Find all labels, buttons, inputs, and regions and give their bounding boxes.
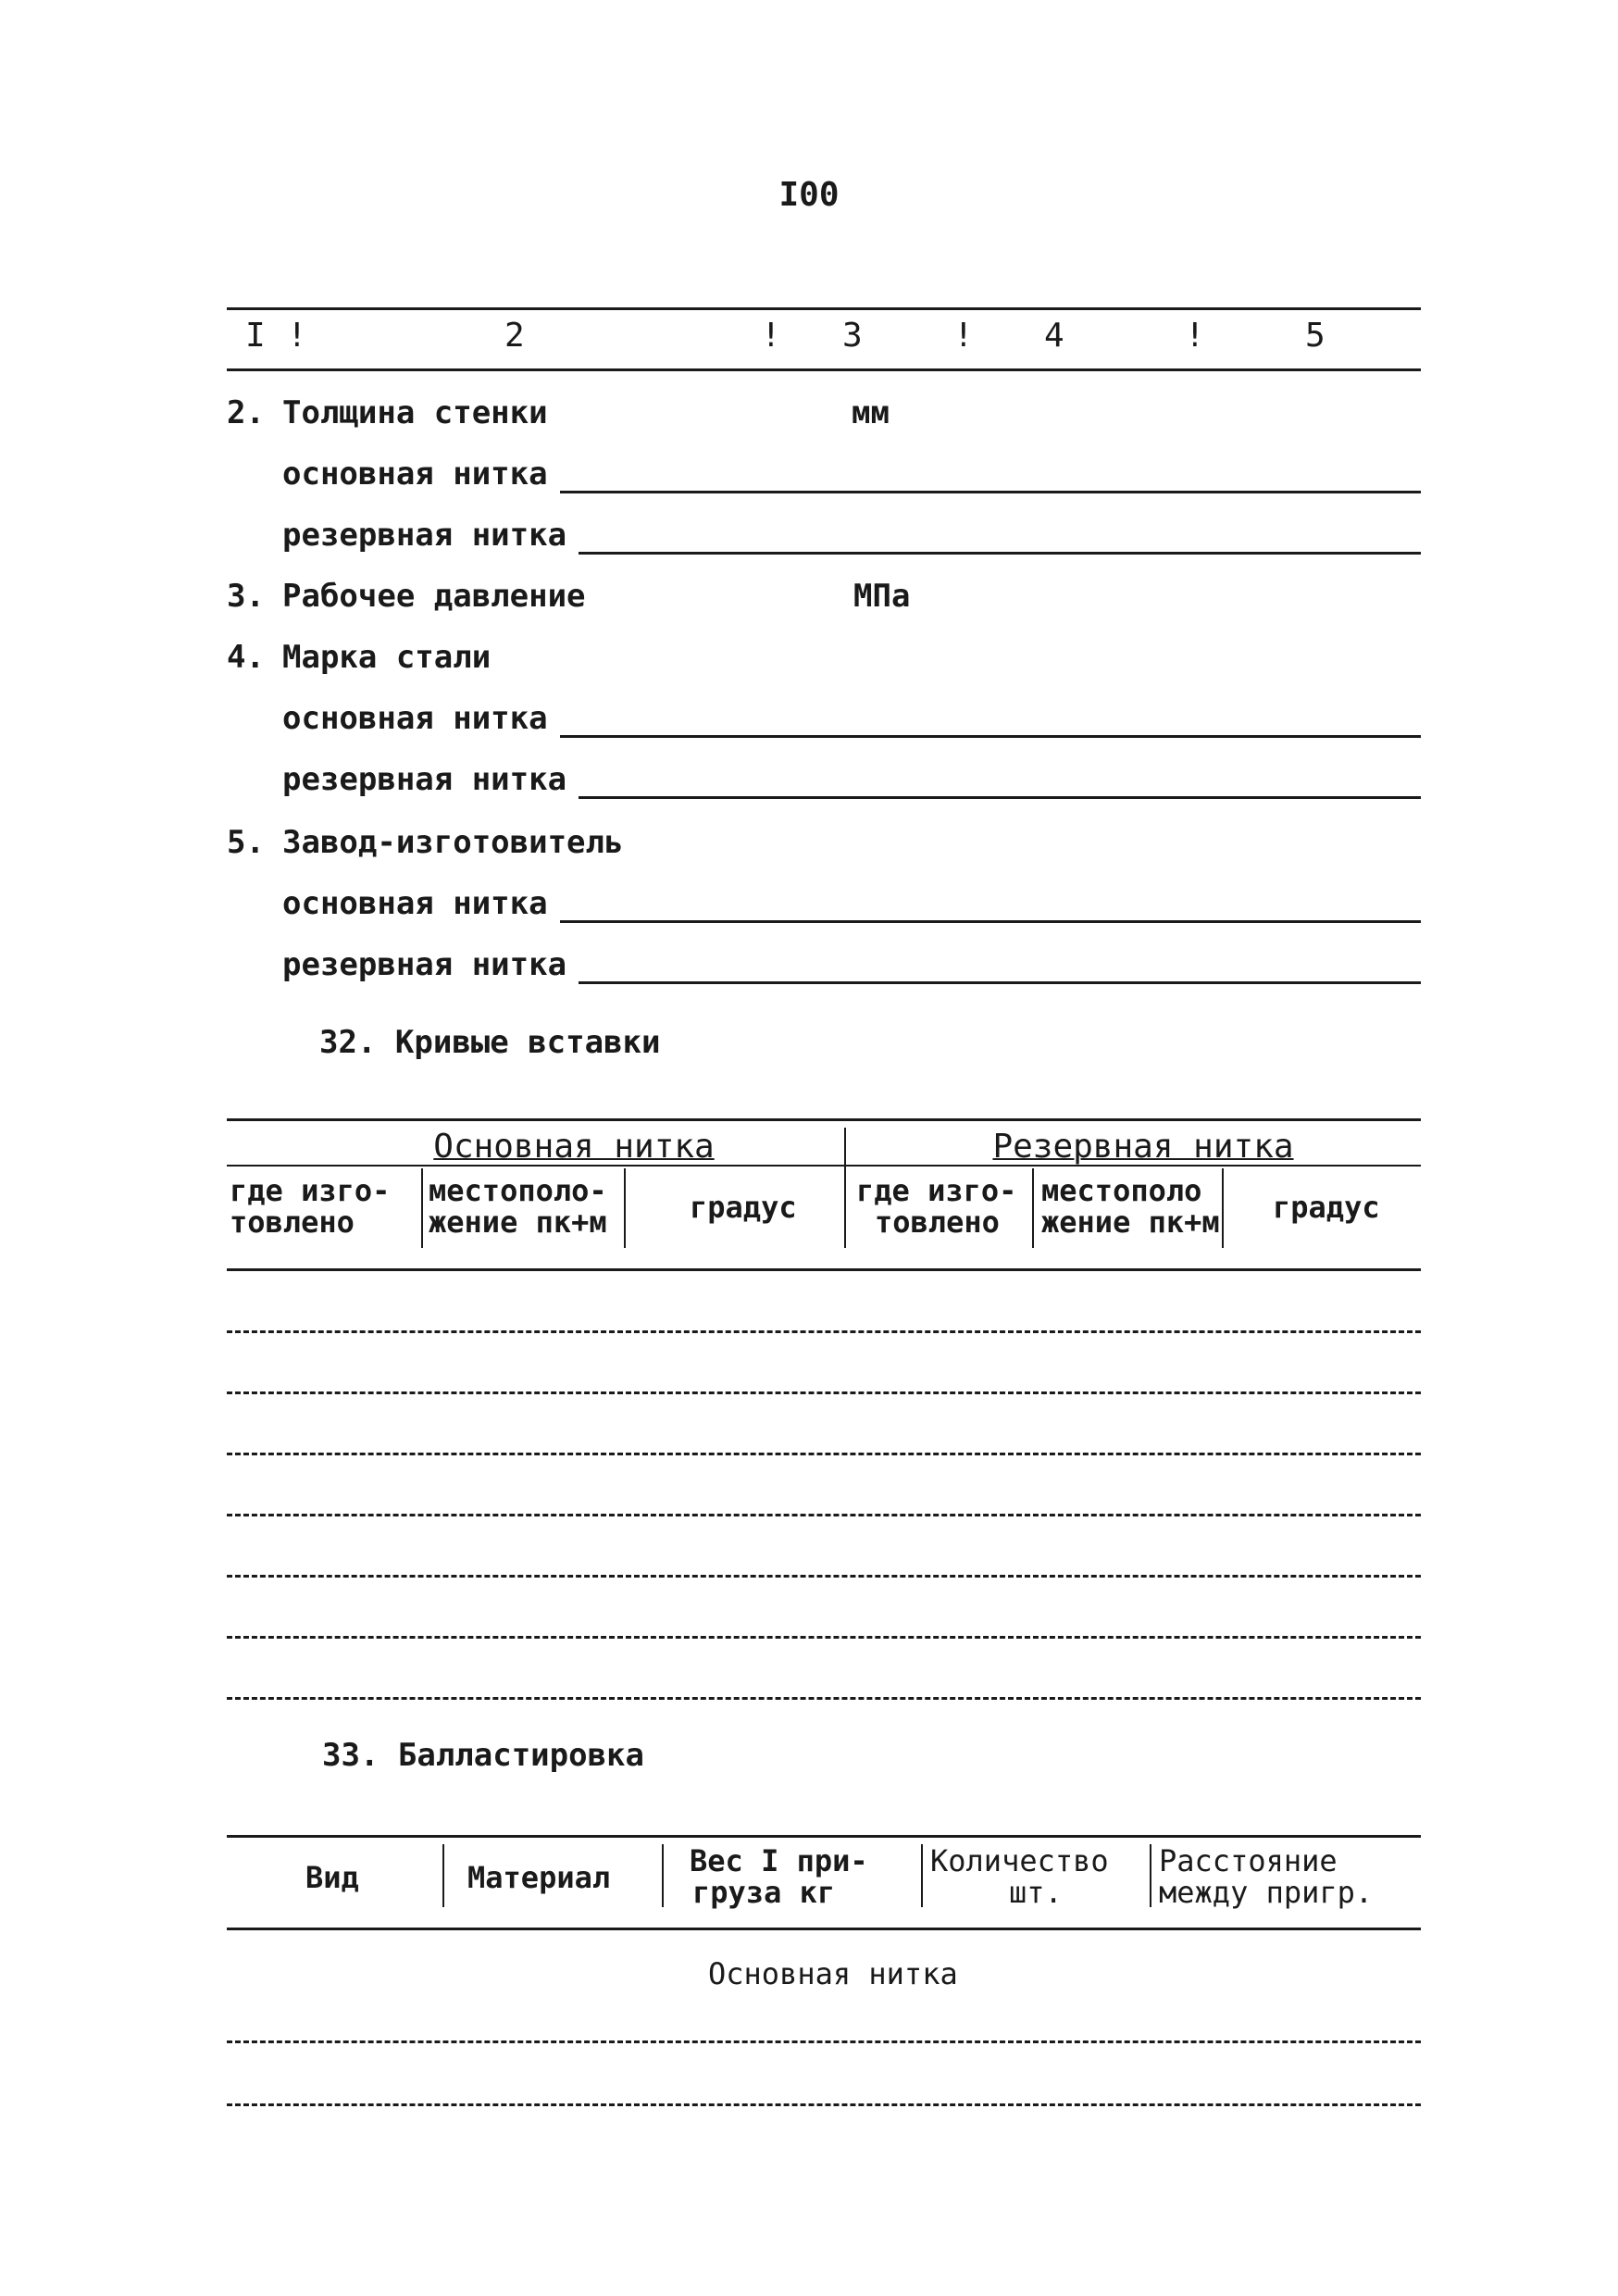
- table-32-row-line: [227, 1575, 1421, 1578]
- table-32-row-line: [227, 1636, 1421, 1639]
- table-32-header-bottom-rule: [227, 1268, 1421, 1271]
- header-top-rule: [227, 307, 1421, 310]
- col-location-reserve-line1: местополо: [1041, 1173, 1202, 1208]
- col-degree-reserve: градус: [1273, 1190, 1380, 1225]
- col-header-1: I: [245, 317, 266, 355]
- item-4-label: Марка стали: [282, 639, 492, 676]
- table-32-top-rule: [227, 1118, 1421, 1121]
- col-separator: !: [287, 317, 307, 355]
- main-line-label: основная нитка: [282, 455, 548, 493]
- main-line-label: основная нитка: [282, 700, 548, 737]
- col-where-made-line2: товлено: [230, 1204, 355, 1240]
- col-separator: !: [953, 317, 974, 355]
- item-5-label: Завод-изготовитель: [282, 824, 624, 861]
- col-material: Материал: [467, 1860, 611, 1895]
- column-separator: [921, 1844, 923, 1907]
- table-33-row-line: [227, 2103, 1421, 2106]
- item-2-unit: мм: [852, 394, 890, 431]
- col-where-made-reserve-line1: где изго-: [856, 1173, 1017, 1208]
- col-location-reserve-line2: жение пк+м: [1041, 1204, 1220, 1240]
- section-33-title: 33. Балластировка: [322, 1737, 644, 1774]
- item-2-number: 2.: [227, 394, 265, 431]
- fill-line: [560, 735, 1421, 738]
- col-where-made-line1: где изго-: [230, 1173, 391, 1208]
- col-separator: !: [1185, 317, 1205, 355]
- item-4-number: 4.: [227, 639, 265, 676]
- col-weight-line1: Вес I при-: [690, 1843, 868, 1878]
- col-header-3: 3: [842, 317, 863, 355]
- subheader-main-line: Основная нитка: [708, 1956, 958, 1991]
- col-separator: !: [761, 317, 781, 355]
- item-2-label: Толщина стенки: [282, 394, 548, 431]
- col-kind: Вид: [305, 1860, 359, 1895]
- col-header-4: 4: [1044, 317, 1064, 355]
- table-33-header-bottom-rule: [227, 1928, 1421, 1930]
- fill-line: [579, 981, 1421, 984]
- header-bottom-rule: [227, 368, 1421, 371]
- column-separator: [1150, 1844, 1151, 1907]
- fill-line: [579, 796, 1421, 799]
- col-weight-line2: груза кг: [692, 1875, 836, 1910]
- col-header-2: 2: [504, 317, 525, 355]
- col-where-made-reserve-line2: товлено: [875, 1204, 1000, 1240]
- page-number: I00: [778, 176, 840, 214]
- group-main-header: Основная нитка: [433, 1128, 715, 1166]
- item-3-unit: МПа: [853, 578, 911, 615]
- item-3-label: Рабочее давление: [282, 578, 586, 615]
- item-5-number: 5.: [227, 824, 265, 861]
- col-location-line2: жение пк+м: [429, 1204, 607, 1240]
- col-header-5: 5: [1305, 317, 1326, 355]
- table-32-mid-rule: [227, 1165, 1421, 1167]
- table-32-row-line: [227, 1697, 1421, 1700]
- column-separator: [421, 1168, 423, 1248]
- col-quantity-line2: шт.: [1009, 1875, 1063, 1910]
- table-32-row-line: [227, 1514, 1421, 1516]
- main-line-label: основная нитка: [282, 885, 548, 922]
- column-separator: [1222, 1168, 1224, 1248]
- table-32-row-line: [227, 1453, 1421, 1455]
- reserve-line-label: резервная нитка: [282, 517, 567, 554]
- item-3-number: 3.: [227, 578, 265, 615]
- fill-line: [560, 920, 1421, 923]
- col-quantity-line1: Количество: [930, 1843, 1109, 1878]
- col-distance-line2: между пригр.: [1159, 1875, 1374, 1910]
- fill-line: [579, 552, 1421, 555]
- column-separator: [662, 1844, 664, 1907]
- section-32-title: 32. Кривые вставки: [319, 1024, 661, 1061]
- group-reserve-header: Резервная нитка: [992, 1128, 1294, 1166]
- column-separator: [844, 1168, 846, 1248]
- col-degree: градус: [690, 1190, 797, 1225]
- col-distance-line1: Расстояние: [1159, 1843, 1338, 1878]
- column-separator: [442, 1844, 444, 1907]
- fill-line: [560, 491, 1421, 493]
- column-separator: [624, 1168, 626, 1248]
- table-33-top-rule: [227, 1835, 1421, 1838]
- table-33-row-line: [227, 2040, 1421, 2043]
- reserve-line-label: резервная нитка: [282, 761, 567, 798]
- column-separator: [1032, 1168, 1034, 1248]
- table-32-row-line: [227, 1391, 1421, 1394]
- reserve-line-label: резервная нитка: [282, 946, 567, 983]
- table-32-row-line: [227, 1330, 1421, 1333]
- col-location-line1: местополо-: [429, 1173, 607, 1208]
